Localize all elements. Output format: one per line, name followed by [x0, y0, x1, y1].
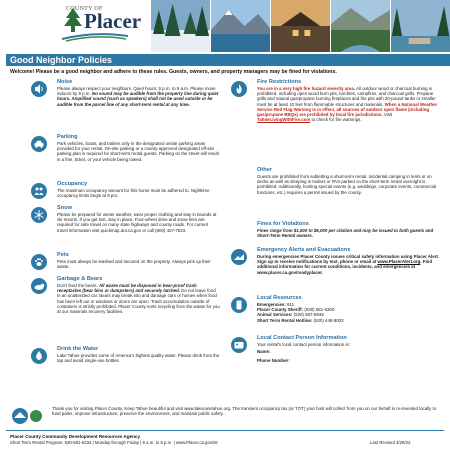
- section-title: Local Resources: [257, 295, 302, 301]
- section-title: Noise: [57, 79, 73, 85]
- section-title: Snow: [57, 205, 72, 211]
- footer-divider: [6, 430, 444, 431]
- section-title: Local Contact Person Information: [257, 335, 347, 341]
- section-pets: [57, 252, 220, 276]
- placer-alert-link[interactable]: www.PlacerAlert.org: [377, 259, 421, 265]
- people-icon: [31, 183, 47, 199]
- photo-lodge-sunset: [270, 0, 330, 52]
- evacuation-icon: [231, 249, 247, 265]
- section-text-end: to check for fire warnings.: [311, 117, 362, 123]
- page-header: [0, 0, 450, 52]
- section-garbage-bears: [57, 276, 220, 346]
- fire-icon: [231, 81, 247, 97]
- section-text: Your rental's local contact person information is:: [257, 342, 350, 347]
- section-title: Pets: [57, 252, 69, 258]
- phone-icon: [231, 297, 247, 313]
- section-snow: [57, 205, 220, 252]
- resource-line: Placer County Sheriff: (530) 581-6300: [257, 307, 335, 313]
- section-text-continued: . Find additional information for current conditions, incidents, and emergencies at www.placer.ca.gov/readyplacer.: [257, 259, 433, 275]
- section-text: Fines range from $1,500 to $5,000 per citation and may be issued to both guests and Short-Term Rental owners.: [257, 228, 434, 239]
- section-title: Occupancy: [57, 181, 88, 187]
- section-title: Emergency Alerts and Evacuations: [257, 247, 351, 253]
- section-text: Lake Tahoe provides some of America's highest quality water. Please drink from the tap and avoid single-use bottles.: [57, 353, 220, 364]
- right-column: [257, 79, 442, 369]
- noise-icon: [31, 81, 47, 97]
- contact-phone-label: Phone Number:: [257, 358, 290, 364]
- footer-contact-line: Short Term Rental Program: 530-581-6234 | Monday through Friday | 8 a.m. to 5 p.m. | www.Placer.ca.gov/str: [10, 440, 218, 445]
- snowflake-icon: [31, 207, 47, 223]
- car-icon: [31, 136, 47, 152]
- section-text: During emergencies Placer County issues critical safety information using Placer Alert. Sign up to receive notifications by text, phone or email at: [257, 254, 440, 265]
- bear-icon: [31, 278, 47, 294]
- take-care-tahoe-icon: [10, 406, 46, 426]
- section-title: Garbage & Bears: [57, 276, 103, 282]
- header-photo-strip: [150, 0, 450, 52]
- section-other: [257, 167, 442, 221]
- section-text: Pets must always be leashed and secured on the property. Always pick up their waste.: [57, 259, 211, 270]
- section-parking: [57, 134, 220, 181]
- footer-revised-date: Last Revised 3/29/22: [370, 440, 411, 445]
- fire-website-link[interactable]: TahoeLivingWithFire.com: [257, 117, 311, 123]
- photo-forest-river: [390, 0, 450, 52]
- section-drink-water: [57, 346, 220, 370]
- section-title: Drink the Water: [57, 346, 99, 352]
- footer-thanks-text: Thank you for visiting Placer County. Keep Tahoe beautiful and visit www.takecaretahoe.org. The transient occupancy tax (or TOT) your host will collect from you on our behalf is re-invested locally to fund parks, improve infrastructure, preserve the environment, and maintain public safety.: [52, 406, 437, 417]
- section-text: The maximum occupancy amount for this home must be adhered to. Nighttime occupancy limits begin at 9 pm.: [57, 188, 210, 199]
- logo-wordmark: Placer: [84, 9, 142, 33]
- fire-hazard-warning: You are in a very high fire hazard severity area.: [257, 86, 356, 91]
- photo-snowy-trees: [150, 0, 210, 52]
- section-emergency: [257, 247, 442, 295]
- intro-text: Welcome! Please be a good neighbor and adhere to these rules. Guests, owners, and property managers may be fined for violations.: [10, 69, 337, 75]
- section-text: Please always respect your neighbors. Quiet hours: 9 p.m. to 8 a.m. Please move indoors by 9 p.m.: [57, 86, 216, 97]
- section-title: Parking: [57, 134, 78, 140]
- resource-line: Emergencies: 911: [257, 302, 295, 307]
- contact-name-label: Name:: [257, 349, 271, 355]
- section-title: Fire Restrictions: [257, 79, 302, 85]
- logo-county-of: COUNTY OF: [66, 6, 103, 12]
- page-title: Good Neighbor Policies: [10, 55, 113, 65]
- section-title: Fines for Violations: [257, 221, 309, 227]
- section-noise: [57, 79, 220, 134]
- photo-mountain-lake: [210, 0, 270, 52]
- section-text: Don't feed the bears.: [57, 283, 98, 288]
- section-text: Park vehicles, boats, and trailers only in the designated onsite parking areas provided for your rental. On-site parking or a county-approved designated off-site parking plan is required for short-term rental guests. Parking on the street will result in a fine, ticket, or your vehicle being towed.: [57, 141, 219, 162]
- section-local-resources: [257, 295, 442, 335]
- section-occupancy: [57, 181, 220, 205]
- section-text: Please be prepared for winter weather, wear proper clothing and stay in bounds at ski resorts. If you get lost, stay in place. Four-wheel drive and snow tires are required for safe travel on many state highways and county roads. For current travel information visit quickmap.dot.ca.gov or call (800) 427-7623.: [57, 212, 217, 233]
- section-text: Guests are prohibited from subletting a short-term rental. Incidental camping in tents or on decks as well as sleeping in trailers or RVs parked on the short-term rental overnight is prohibited. Additionally, hosting special events (e.g. weddings, corporate events, commercial functions, etc.) requires a permit issued by the county.: [257, 174, 437, 195]
- contact-card-icon: [231, 337, 247, 353]
- section-text-visit: Visit: [383, 112, 393, 118]
- resource-line: Animal Services: (530) 587-5948: [257, 312, 324, 318]
- logo-swoosh-icon: [60, 30, 130, 42]
- section-title: Other: [257, 167, 272, 173]
- red-flag-warning: When a National Weather Service Red Flag Warning is in effect, all sources of outdoor open flame (including gas/propane BBQs) are prohibited by local fire jurisdictions.: [257, 101, 438, 118]
- section-emphasis: All waste must be disposed in bear-proof trash receptacles (bear bins or dumpsters) and securely latched.: [57, 283, 197, 294]
- photo-mountain-stream: [330, 0, 390, 52]
- section-fire: [257, 79, 442, 167]
- paw-icon: [31, 254, 47, 270]
- footer-organization: Placer County Community Development Resources Agency: [10, 434, 141, 439]
- section-emphasis: No sound may be audible from the property line during quiet hours. Amplified sound (such as speakers) shall not be used outside or be audible from the parcel line of any short-term rental at any time.: [57, 91, 219, 107]
- resource-line: Short Term Rental Hotline: (530) 448-8003: [257, 317, 344, 323]
- section-text-continued: Do not leave food in an unattended car. Bears may break into and damage cars or homes when food has been left out or windows or doors are open. Trash accumulation outside of containers is strictly prohibited. Placer County sorts recycling from the waste for you at our materials recovery facilities.: [57, 288, 220, 315]
- water-drop-icon: [31, 348, 47, 364]
- section-text: All outdoor wood or charcoal burning is prohibited, including open wood burn pits, bonfires, campfires, and charcoal grills. Propane grills and natural gas/propane burning fireplaces and fire pits with 20-pound tanks or smaller must be at least 10 feet from flammable structures and materials.: [257, 86, 436, 107]
- section-fines: [257, 221, 442, 247]
- left-column: [57, 79, 220, 370]
- placer-county-logo: [0, 0, 150, 52]
- section-local-contact: [257, 335, 442, 369]
